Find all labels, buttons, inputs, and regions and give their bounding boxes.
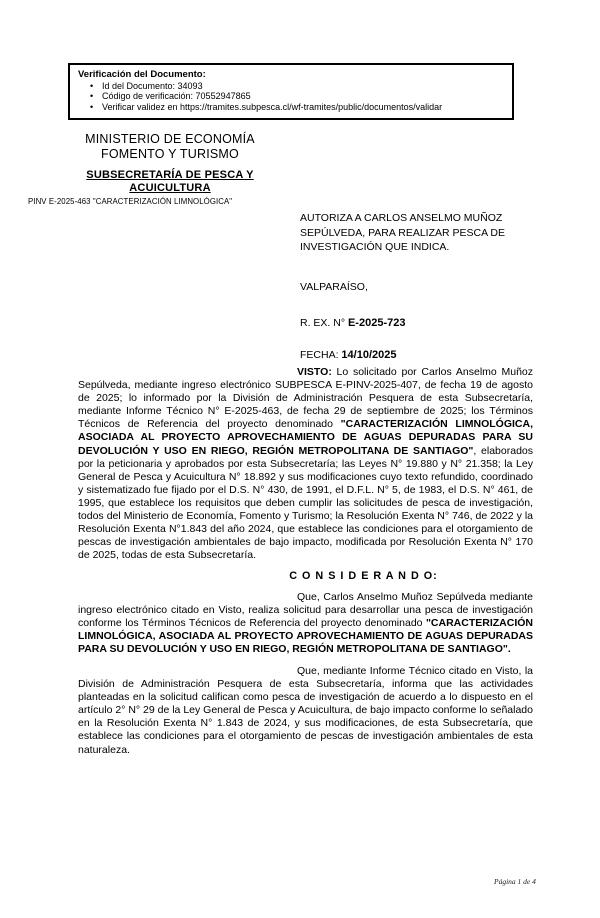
verification-box <box>68 63 514 120</box>
verification-item-document-id: • Id del Documento: 34093 <box>102 81 504 91</box>
verification-list <box>78 81 504 112</box>
considerando-paragraph-1: Que, Carlos Anselmo Muñoz Sepúlveda mediante ingreso electrónico citado en Visto, realiza solicitud para desarrollar una pesca de investigación conforme los Términos Técnicos de Referencia del proyecto denominado "CARACTERIZACIÓN LIMNOLÓGICA, ASOCIADA AL PROYECTO APROVECHAMIENTO DE AGUAS DEPURADAS PARA SU DEVOLUCIÓN Y USO EN RIEGO, REGIÓN METROPOLITANA DE SANTIAGO". <box>78 590 533 655</box>
resolution-number <box>300 317 405 329</box>
document-body <box>78 366 533 757</box>
considerando-heading: C O N S I D E R A N D O: <box>289 570 438 583</box>
ministry-name-line1: MINISTERIO DE ECONOMÍA <box>85 132 255 146</box>
page-number: Página 1 de 4 <box>494 877 536 886</box>
city-line: VALPARAÍSO, <box>300 281 368 293</box>
visto-paragraph: VISTO: Lo solicitado por Carlos Anselmo Muñoz Sepúlveda, mediante ingreso electrónico SUBPESCA E-PINV-2025-407, de fecha 19 de agosto de 2025; lo informado por la División de Administración Pesquera de esta Subsecretaría, mediante Informe Técnico N° E-2025-463, de fecha 29 de septiembre de 2025; los Términos Técnicos de Referencia del proyecto denominado "CARACTERIZACIÓN LIMNOLÓGICA, ASOCIADA AL PROYECTO APROVECHAMIENTO DE AGUAS DEPURADAS PARA SU DEVOLUCIÓN Y USO EN RIEGO, REGIÓN METROPOLITANA DE SANTIAGO", elaborados por la peticionaria y aprobados por esta Subsecretaría; las Leyes N° 19.880 y N° 21.358; la Ley General de Pesca y Acuicultura N° 18.892 y sus modificaciones cuyo texto refundido, coordinado y sistematizado fue fijado por el D.S. N° 430, de 1991, el D.F.L. N° 5, de 1983, el D.S. N° 461, de 1995, que establece los requisitos que deben cumplir las solicitudes de pesca de investigación, todos del Ministerio de Economía, Fomento y Turismo; la Resolución Exenta N° 746, de 2022 y la Resolución Exenta N°1.843 del año 2024, que establece las condiciones para el otorgamiento de pescas de investigación ambientales de bajo impacto, modificada por Resolución Exenta N° 170 de 2025, todas de esta Subsecretaría. <box>78 366 533 562</box>
considerando-paragraph-2: Que, mediante Informe Técnico citado en Visto, la División de Administración Pesquera de esta Subsecretaría, informa que las actividades planteadas en la solicitud califican como pesca de investigación de acuerdo a lo dispuesto en el artículo 2° N° 29 de la Ley General de Pesca y Acuicultura, de bajo impacto conforme lo señalado en la Resolución Exenta N° 1.843 de 2024, y sus modificaciones, de esta Subsecretaría, que establece las condiciones para el otorgamiento de pescas de investigación ambientales de esta naturaleza. <box>78 664 533 756</box>
subsecretaria-title: SUBSECRETARÍA DE PESCA Y ACUICULTURA <box>86 169 254 194</box>
verification-item-code: • Código de verificación: 70552947865 <box>102 91 504 101</box>
ministry-name-line2: FOMENTO Y TURISMO <box>101 147 239 161</box>
resolution-subject: AUTORIZA A CARLOS ANSELMO MUÑOZ SEPÚLVEDA, PARA REALIZAR PESCA DE INVESTIGACIÓN QUE INDICA. <box>300 212 506 254</box>
verification-title: Verificación del Documento: <box>78 69 206 80</box>
resolution-number-label: R. EX. N° <box>300 317 348 329</box>
resolution-number-value: E-2025-723 <box>347 317 406 329</box>
project-reference: PINV E-2025-463 "CARACTERIZACIÓN LIMNOLÓGICA" <box>28 197 233 206</box>
resolution-date <box>300 349 396 361</box>
resolution-date-value: 14/10/2025 <box>341 349 397 361</box>
verification-item-url: • Verificar validez en https://tramites.subpesca.cl/wf-tramites/public/documentos/validar <box>102 102 504 112</box>
resolution-date-label: FECHA: <box>300 349 342 361</box>
ministry-header <box>30 132 310 194</box>
